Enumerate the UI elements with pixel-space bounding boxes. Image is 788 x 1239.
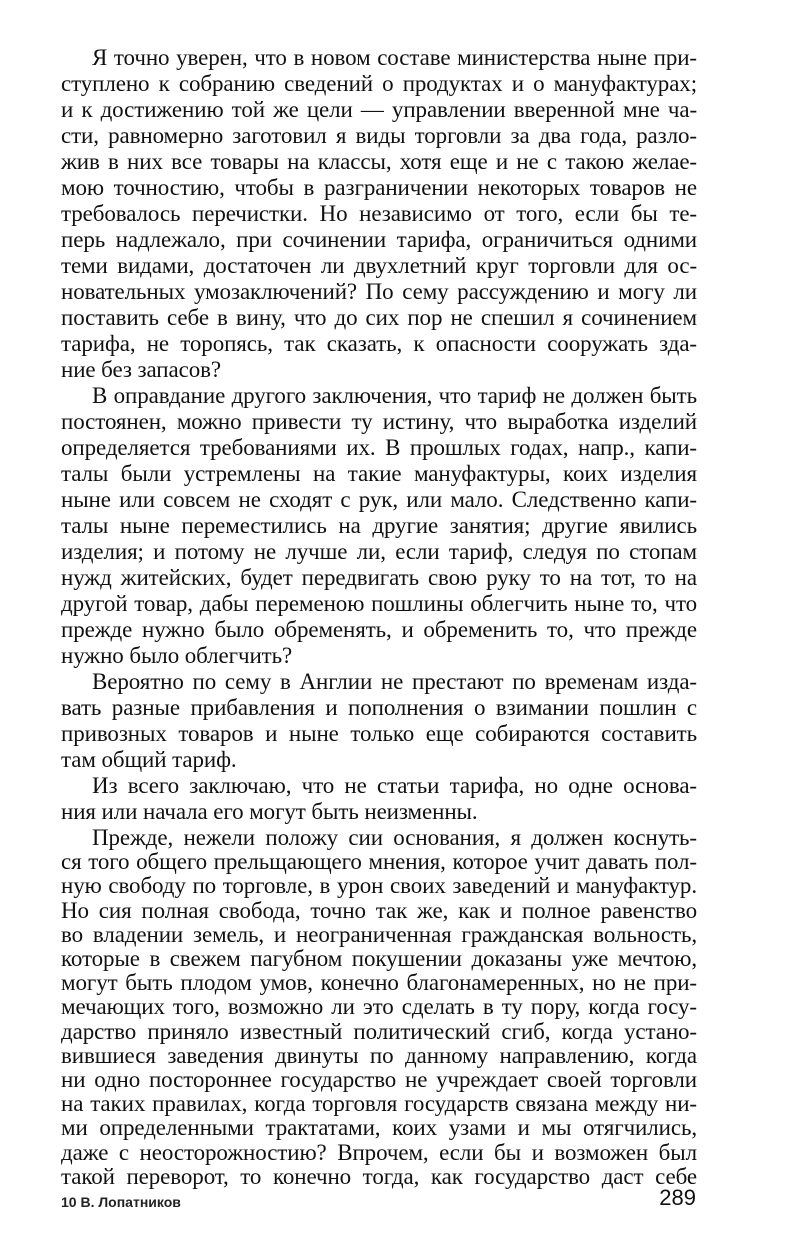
signature-mark: 10 В. Лопатников: [61, 1194, 181, 1210]
text-line: нужно было облегчить?: [61, 643, 293, 668]
text-line: Из всего заключаю, что не статьи тарифа, но одне основа-: [92, 773, 697, 798]
text-line: поставить себе в вину, что до сих пор не спешил я сочинением: [61, 305, 697, 330]
text-line: ния или начала его могут быть неизменны.: [61, 799, 478, 824]
text-line: Вероятно по сему в Англии не престают по временам изда-: [92, 669, 697, 694]
text-line: вившиеся заведения двинуты по данному направлению, когда: [61, 1042, 697, 1068]
text-line: даже с неосторожностию? Впрочем, если бы и возможен был: [61, 1139, 697, 1165]
text-line: требовалось перечистки. Но независимо от того, если бы те-: [61, 201, 697, 226]
text-line: Прежде, нежели положу сии основания, я должен коснуть-: [92, 825, 697, 850]
text-line: ни одно постороннее государство не учреждает своей торговли: [61, 1067, 697, 1092]
text-line: и к достижению той же цели — управлении вверенной мне ча-: [61, 97, 697, 122]
text-line: постоянен, можно привести ту истину, что выработка изделий: [61, 409, 697, 434]
text-line: определяется требованиями их. В прошлых годах, напр., капи-: [61, 435, 697, 460]
text-line: вать разные прибавления и пополнения о взимании пошлин с: [61, 695, 697, 720]
text-line: Но сия полная свобода, точно так же, как и полное равенство: [61, 897, 697, 923]
text-line: мою точностию, чтобы в разграничении некоторых товаров не: [61, 175, 697, 200]
text-line: жив в них все товары на классы, хотя еще и не с такою желае-: [61, 149, 697, 174]
text-line: перь надлежало, при сочинении тарифа, ограничиться одними: [61, 227, 697, 252]
text-line: Я точно уверен, что в новом составе министерства ныне при-: [92, 45, 697, 70]
text-line: дарство приняло известный политический сгиб, когда устано-: [61, 1018, 697, 1044]
text-line: тарифа, не торопясь, так сказать, к опасности сооружать зда-: [61, 331, 697, 356]
text-line: теми видами, достаточен ли двухлетний круг торговли для ос-: [61, 253, 697, 278]
text-line: которые в свежем пагубном покушении доказаны уже мечтою,: [61, 946, 697, 971]
text-line: талы ныне переместились на другие занятия; другие явились: [61, 513, 697, 538]
text-line: ние без запасов?: [61, 357, 221, 382]
text-line: талы были устремлены на такие мануфактуры, коих изделия: [61, 461, 697, 486]
text-line: новательных умозаключений? По сему рассуждению и могу ли: [61, 279, 697, 304]
text-line: сти, равномерно заготовил я виды торговли за два года, разло-: [61, 123, 697, 148]
text-line: привозных товаров и ныне только еще собираются составить: [61, 721, 697, 746]
text-line: нужд житейских, будет передвигать свою руку то на тот, то на: [61, 565, 697, 590]
text-line: такой переворот, то конечно тогда, как государство даст себе: [61, 1163, 697, 1189]
text-line: ную свободу по торговле, в урон своих заведений и мануфактур.: [61, 873, 697, 899]
page-number: 289: [659, 1185, 696, 1210]
text-line: прежде нужно было обременять, и обременить то, что прежде: [61, 617, 697, 642]
text-line: изделия; и потому не лучше ли, если тариф, следуя по стопам: [61, 539, 697, 564]
text-line: ся того общего прельщающего мнения, которое учит давать пол-: [61, 849, 697, 875]
text-line: мечающих того, возможно ли это сделать в ту пору, когда госу-: [61, 994, 697, 1020]
text-line: ступлено к собранию сведений о продуктах и о мануфактурах;: [61, 71, 697, 96]
text-line: могут быть плодом умов, конечно благонамеренных, но не при-: [61, 970, 697, 996]
text-line: на таких правилах, когда торговля государств связана между ни-: [61, 1091, 697, 1117]
text-line: другой товар, дабы переменою пошлины облегчить ныне то, что: [61, 591, 697, 616]
text-line: ми определенными трактатами, коих узами и мы отягчились,: [61, 1115, 697, 1141]
text-line: во владении земель, и неограниченная гражданская вольность,: [61, 921, 697, 947]
text-line: там общий тариф.: [61, 747, 237, 772]
text-line: В оправдание другого заключения, что тариф не должен быть: [92, 383, 697, 408]
text-line: ныне или совсем не сходят с рук, или мало. Следственно капи-: [61, 487, 697, 512]
